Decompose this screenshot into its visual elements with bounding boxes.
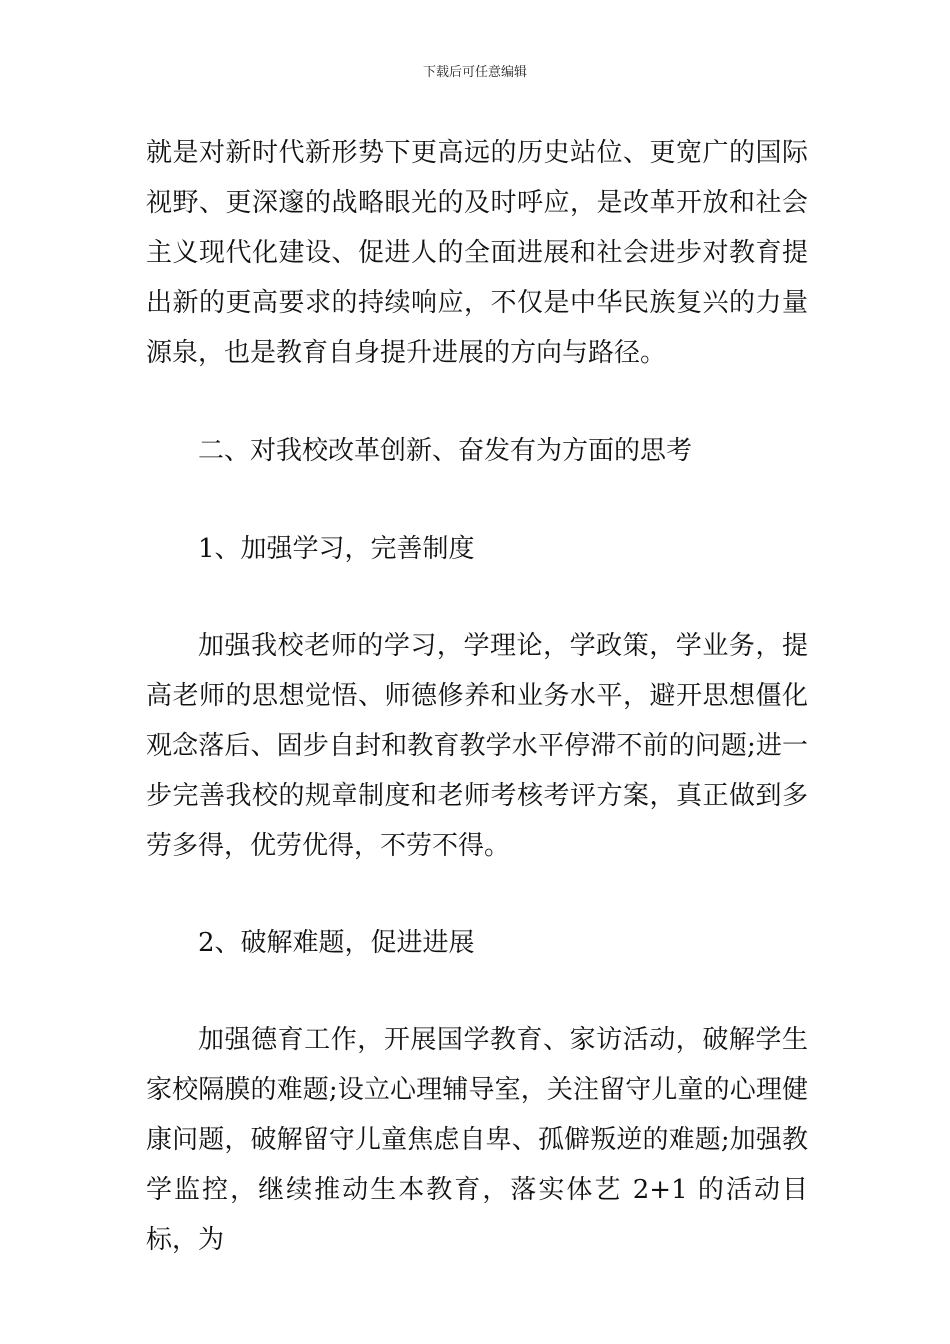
item1-heading: 1、加强学习，完善制度	[198, 534, 475, 564]
intro-paragraph: 就是对新时代新形势下更高远的历史站位、更宽广的国际视野、更深邃的战略眼光的及时呼应，是改革开放和社会主义现代化建设、促进人的全面进展和社会进步对教育提出新的更高要求的持续响应，不仅是中华民族复兴的力量源泉，也是教育自身提升进展的方向与路径。	[146, 138, 808, 368]
section-heading: 二、对我校改革创新、奋发有为方面的思考	[198, 436, 693, 466]
item2-heading: 2、破解难题，促进进展	[198, 928, 475, 958]
item2-paragraph: 加强德育工作，开展国学教育、家访活动，破解学生家校隔膜的难题;设立心理辅导室，关注留守儿童的心理健康问题，破解留守儿童焦虑自卑、孤僻叛逆的难题;加强教学监控，继续推动生本教育，落实体艺 2+1 的活动目标，为	[146, 1025, 808, 1255]
document-body	[146, 128, 808, 1265]
page-header: 下载后可任意编辑	[422, 65, 527, 80]
item1-paragraph: 加强我校老师的学习，学理论，学政策，学业务，提高老师的思想觉悟、师德修养和业务水平，避开思想僵化观念落后、固步自封和教育教学水平停滞不前的问题;进一步完善我校的规章制度和老师考核考评方案，真正做到多劳多得，优劳优得，不劳不得。	[146, 631, 808, 861]
